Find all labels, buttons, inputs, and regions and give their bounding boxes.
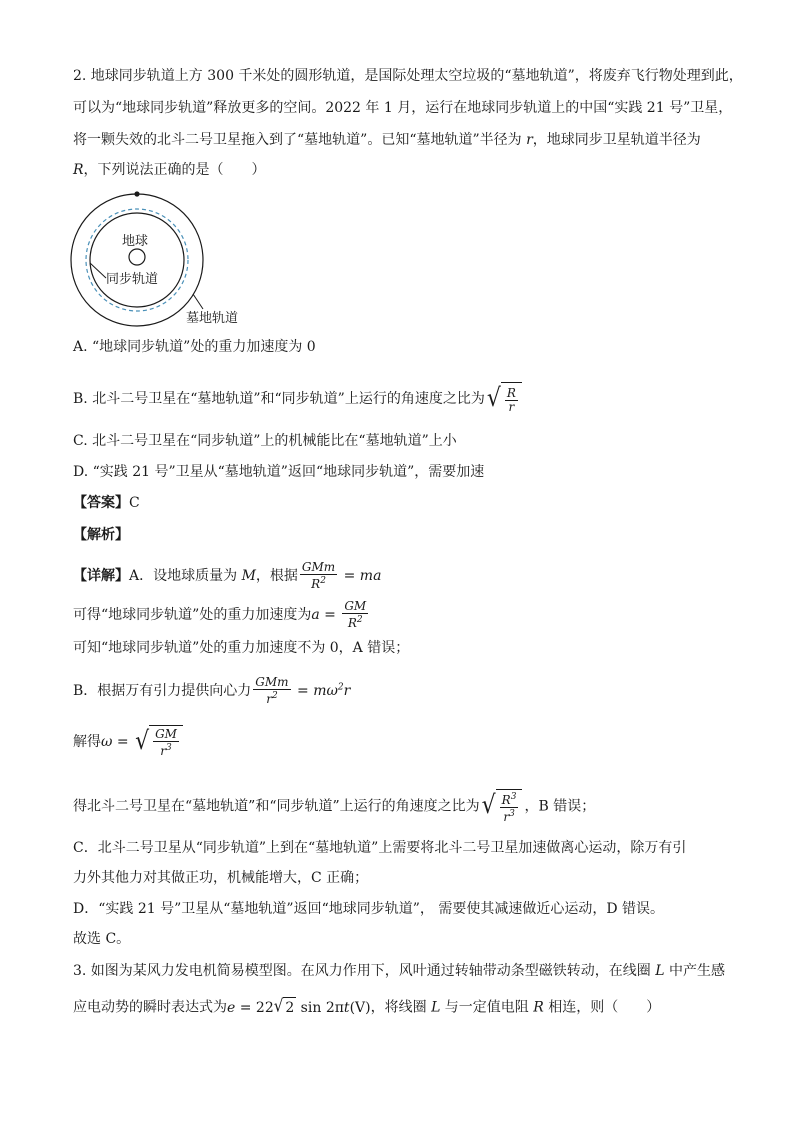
solution-line-8: 力外其他力对其做正功，机械能增大，C 正确； bbox=[73, 870, 369, 886]
solution-line-2: 可得“地球同步轨道”处的重力加速度为a = $\frac{GM}{R^2}$ bbox=[73, 600, 370, 630]
option-b: B. 北斗二号卫星在“墓地轨道”和“同步轨道”上运行的角速度之比为 √ $\frac{R}{r}$ bbox=[73, 382, 524, 416]
earth-circle bbox=[129, 249, 145, 265]
solution-line-5: 解得ω = √ $\frac{GM}{r^3}$ bbox=[73, 725, 185, 759]
sync-orbit-label: 同步轨道 bbox=[106, 272, 159, 287]
option-a: A. “地球同步轨道”处的重力加速度为 0 bbox=[73, 339, 316, 355]
q2-stem-line-1: 2. 地球同步轨道上方 300 千米处的圆形轨道，是国际处理太空垃圾的“墓地轨道”，将废弃飞行物处理到此， bbox=[73, 68, 743, 84]
solution-line-9: D．“实践 21 号”卫星从“墓地轨道”返回“地球同步轨道”， 需要使其减速做近心运动，D 错误。 bbox=[73, 901, 665, 917]
solution-line-3: 可知“地球同步轨道”处的重力加速度不为 0，A 错误； bbox=[73, 640, 410, 656]
formula-emf: e = 22 √ 2 sin 2πt(V) bbox=[227, 995, 371, 1017]
solution-line-6: 得北斗二号卫星在“墓地轨道”和“同步轨道”上运行的角速度之比为 √ $\frac{R^3}{r^3}$ ，B 错误； bbox=[73, 790, 596, 824]
sync-orbit-circle bbox=[86, 209, 188, 311]
q2-stem-line-3: 将一颗失效的北斗二号卫星拖入到了“墓地轨道”。已知“墓地轨道”半径为 r，地球同步卫星轨道半径为 bbox=[73, 132, 701, 148]
formula-omega: ω = √ $\frac{GM}{r^3}$ bbox=[101, 734, 185, 750]
q2-stem-line-4: R，下列说法正确的是（ ） bbox=[73, 162, 266, 178]
q3-line-2: 应电动势的瞬时表达式为e = 22 √ 2 sin 2πt(V)，将线圈 L 与一定值电阻 R 相连，则（ ） bbox=[73, 995, 661, 1017]
formula-gmm-r2: $\frac{\text{GMm}}{R^2}$ = ma bbox=[301, 560, 382, 591]
solution-line-10: 故选 C。 bbox=[73, 931, 131, 947]
q3-line-1: 3. 如图为某风力发电机简易模型图。在风力作用下，风叶通过转轴带动条型磁铁转动，在线圈 L 中产生感 bbox=[73, 963, 726, 979]
orbit-diagram bbox=[66, 188, 266, 328]
graveyard-orbit-circle bbox=[71, 194, 203, 326]
graveyard-orbit-pointer bbox=[193, 294, 203, 309]
formula-omega-ratio: √ $\frac{R^3}{r^3}$ bbox=[482, 789, 523, 824]
solution-line-7: C．北斗二号卫星从“同步轨道”上到在“墓地轨道”上需要将北斗二号卫星加速做离心运动，除万有引 bbox=[73, 840, 687, 856]
analysis-label: 【解析】 bbox=[73, 527, 129, 543]
graveyard-orbit-label: 墓地轨道 bbox=[186, 311, 239, 326]
option-b-formula: √ $\frac{R}{r}$ bbox=[487, 382, 522, 416]
earth-label: 地球 bbox=[122, 234, 149, 249]
inner-orbit-circle bbox=[90, 213, 184, 307]
formula-centripetal: $\frac{\text{GMm}}{r^2}$ = $m\omega^2r$ bbox=[255, 675, 351, 706]
option-c: C. 北斗二号卫星在“同步轨道”上的机械能比在“墓地轨道”上小 bbox=[73, 433, 457, 449]
solution-line-1: 【详解】A．设地球质量为 M，根据 $\frac{\text{GMm}}{R^2}$ = ma bbox=[73, 560, 382, 591]
answer-line: 【答案】C bbox=[73, 495, 140, 511]
q2-stem-line-2: 可以为“地球同步轨道”释放更多的空间。2022 年 1 月，运行在地球同步轨道上的中国“实践 21 号”卫星， bbox=[73, 100, 733, 116]
satellite-dot bbox=[134, 191, 139, 196]
formula-a-gm-r2: a = $\frac{GM}{R^2}$ bbox=[311, 599, 367, 630]
option-d: D. “实践 21 号”卫星从“墓地轨道”返回“地球同步轨道”，需要加速 bbox=[73, 464, 485, 480]
solution-line-4: B．根据万有引力提供向心力 $\frac{\text{GMm}}{r^2}$ = $m\omega^2r$ bbox=[73, 675, 351, 706]
